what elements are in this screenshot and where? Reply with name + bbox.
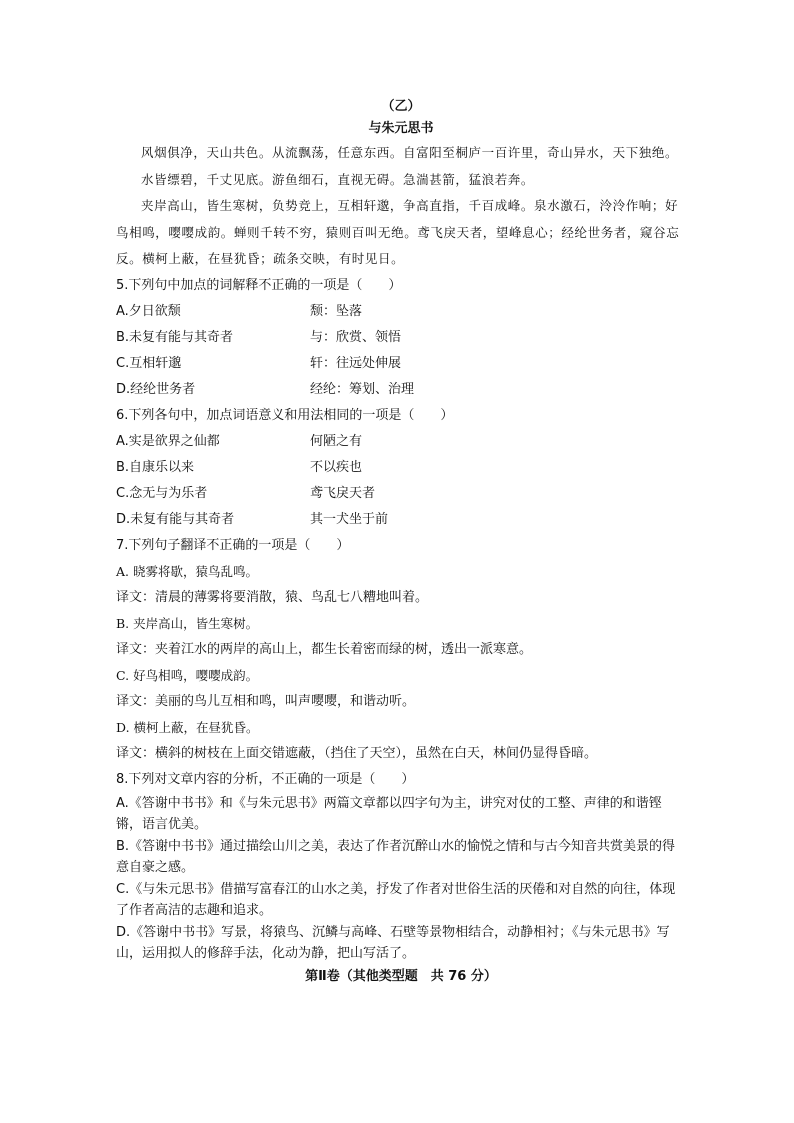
question-7 xyxy=(116,533,686,767)
option-text: C.念无与为乐者 xyxy=(116,485,208,501)
option-row xyxy=(116,507,686,533)
analysis-option: A.《答谢中书书》和《与朱元思书》两篇文章都以四字句为主，讲究对仗的工整、声律的和谐铿锵，语言优美。 xyxy=(116,795,662,832)
analysis-option: C.《与朱元思书》借描写富春江的山水之美，抒发了作者对世俗生活的厌倦和对自然的向往，体现了作者高洁的志趣和追求。 xyxy=(116,881,676,918)
option-row xyxy=(116,325,686,351)
section-label: （乙） xyxy=(381,99,421,114)
translation: 译文：横斜的树枝在上面交错遮蔽，（挡住了天空），虽然在白天，林间仍显得昏暗。 xyxy=(116,745,598,761)
passage-title: 与朱元思书 xyxy=(368,121,434,136)
option-explanation: 与：欣赏、领悟 xyxy=(310,329,402,345)
translation: 译文：美丽的鸟儿互相和鸣，叫声嘤嘤，和谐动听。 xyxy=(116,693,416,709)
option-text: D.未复有能与其奇者 xyxy=(116,511,235,527)
option-text: B.自康乐以来 xyxy=(116,459,195,475)
passage-paragraph: 风烟俱净，天山共色。从流飘荡，任意东西。自富阳至桐庐一百许里，奇山异水，天下独绝。 xyxy=(141,145,679,160)
translation: 译文：清晨的薄雾将要消散，猿、鸟乱七八糟地叫着。 xyxy=(116,589,429,605)
question-stem: 6.下列各句中，加点词语意义和用法相同的一项是（ ） xyxy=(116,407,454,423)
option-text: B.未复有能与其奇者 xyxy=(116,329,234,345)
option-row xyxy=(116,377,686,403)
option-row xyxy=(116,299,686,325)
section-two-title: 第Ⅱ卷（其他类型题 共 76 分） xyxy=(305,968,497,984)
source-sentence: A. 晓雾将歇，猿鸟乱鸣。 xyxy=(116,563,258,579)
question-8 xyxy=(116,767,686,965)
option-row xyxy=(116,455,686,481)
passage-paragraph: 夹岸高山，皆生寒树，负势竞上，互相轩邈，争高直指，千百成峰。泉水激石，泠泠作响；好鸟相鸣，嘤嘤成韵。蝉则千转不穷，猿则百叫无绝。鸢飞戾天者，望峰息心；经纶世务者，窥谷忘反。横柯上蔽，在昼犹昏；疏条交映，有时见日。 xyxy=(116,198,680,266)
option-compare: 鸢飞戾天者 xyxy=(310,485,376,501)
question-stem: 7.下列句子翻译不正确的一项是（ ） xyxy=(116,537,350,553)
source-sentence: B. 夹岸高山，皆生寒树。 xyxy=(116,615,259,631)
option-row xyxy=(116,481,686,507)
question-stem: 8.下列对文章内容的分析，不正确的一项是（ ） xyxy=(116,771,415,787)
option-text: A.实是欲界之仙都 xyxy=(116,433,220,449)
source-sentence: C. 好鸟相鸣，嘤嘤成韵。 xyxy=(116,667,259,683)
analysis-option: B.《答谢中书书》通过描绘山川之美，表达了作者沉醉山水的愉悦之情和与古今知音共赏美景的得意自豪之感。 xyxy=(116,838,676,875)
translation: 译文：夹着江水的两岸的高山上，都生长着密而绿的树，透出一派寒意。 xyxy=(116,641,533,657)
option-explanation: 轩：往远处伸展 xyxy=(310,355,402,371)
option-compare: 何陋之有 xyxy=(310,433,363,449)
option-explanation: 颓：坠落 xyxy=(310,303,363,319)
question-6 xyxy=(116,403,686,533)
option-text: C.互相轩邈 xyxy=(116,355,182,371)
option-text: A.夕日欲颓 xyxy=(116,303,181,319)
exam-page xyxy=(116,92,686,989)
passage-paragraph: 水皆缥碧，千丈见底。游鱼细石，直视无碍。急湍甚箭，猛浪若奔。 xyxy=(141,171,535,187)
passage-body xyxy=(116,140,686,273)
question-stem: 5.下列句中加点的词解释不正确的一项是（ ） xyxy=(116,277,402,293)
option-explanation: 经纶：筹划、治理 xyxy=(310,381,415,397)
question-5 xyxy=(116,273,686,403)
source-sentence: D. 横柯上蔽，在昼犹昏。 xyxy=(116,719,259,735)
option-compare: 不以疾也 xyxy=(310,459,363,475)
option-text: D.经纶世务者 xyxy=(116,381,196,397)
option-row xyxy=(116,351,686,377)
analysis-option: D.《答谢中书书》写景，将猿鸟、沉鳞与高峰、石壁等景物相结合，动静相衬；《与朱元思书》写山，运用拟人的修辞手法，化动为静，把山写活了。 xyxy=(116,924,670,961)
option-row xyxy=(116,429,686,455)
option-compare: 其一犬坐于前 xyxy=(310,511,389,527)
